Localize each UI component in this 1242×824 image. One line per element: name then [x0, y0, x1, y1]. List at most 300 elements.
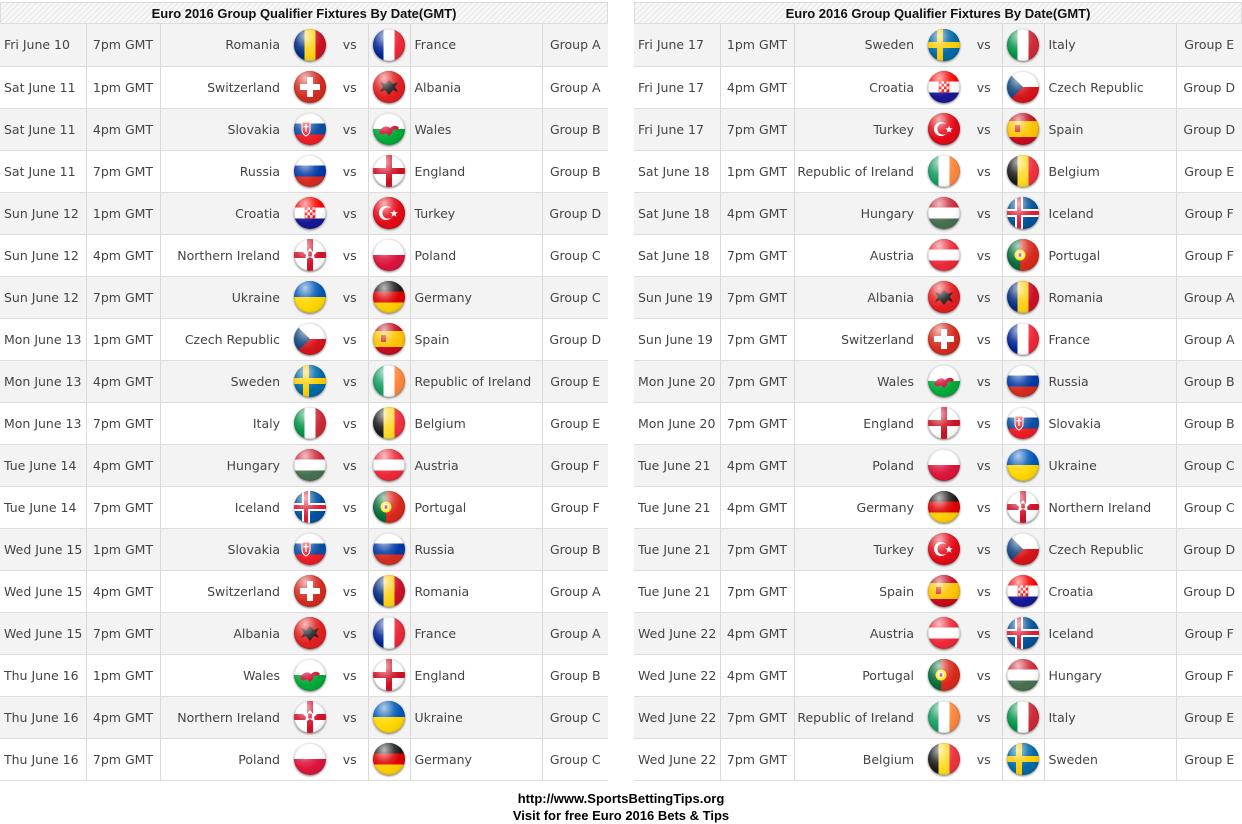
poland-flag-icon — [928, 449, 960, 481]
fixture-row — [634, 360, 1242, 402]
away-team-name: Czech Republic — [1044, 66, 1176, 108]
fixture-date: Fri June 17 — [634, 24, 720, 66]
fixture-row — [0, 360, 608, 402]
fixture-row — [0, 66, 608, 108]
fixture-time: 7pm GMT — [720, 570, 794, 612]
home-team-name: Sweden — [160, 360, 288, 402]
fixture-time: 7pm GMT — [86, 738, 160, 780]
away-team-name: Austria — [410, 444, 542, 486]
away-team-flag-cell — [368, 66, 410, 108]
away-team-name: Ukraine — [410, 696, 542, 738]
home-team-flag-cell — [288, 192, 332, 234]
fixture-time: 1pm GMT — [720, 150, 794, 192]
away-team-name: England — [410, 654, 542, 696]
away-team-name: Slovakia — [1044, 402, 1176, 444]
home-team-name: Poland — [160, 738, 288, 780]
fixture-time: 4pm GMT — [86, 696, 160, 738]
versus-label: vs — [966, 402, 1002, 444]
fixture-row — [0, 150, 608, 192]
versus-label: vs — [332, 528, 368, 570]
away-team-name: Albania — [410, 66, 542, 108]
away-team-name: France — [410, 612, 542, 654]
fixture-date: Thu June 16 — [0, 738, 86, 780]
hungary-flag-icon — [294, 449, 326, 481]
fixture-date: Tue June 21 — [634, 528, 720, 570]
fixture-group: Group B — [1176, 402, 1242, 444]
home-team-flag-cell — [288, 528, 332, 570]
switzerland-flag-icon — [294, 575, 326, 607]
fixture-group: Group A — [542, 570, 608, 612]
fixture-date: Sun June 12 — [0, 276, 86, 318]
iceland-flag-icon — [1007, 617, 1039, 649]
home-team-name: Slovakia — [160, 108, 288, 150]
fixture-group: Group E — [542, 360, 608, 402]
away-team-name: Italy — [1044, 696, 1176, 738]
belgium-flag-icon — [1007, 155, 1039, 187]
away-team-name: Germany — [410, 276, 542, 318]
versus-label: vs — [332, 192, 368, 234]
home-team-flag-cell — [288, 108, 332, 150]
fixture-time: 7pm GMT — [720, 528, 794, 570]
home-team-name: Northern Ireland — [160, 696, 288, 738]
fixture-date: Sun June 12 — [0, 234, 86, 276]
home-team-flag-cell — [922, 150, 966, 192]
away-team-flag-cell — [1002, 318, 1044, 360]
albania-flag-icon — [294, 617, 326, 649]
home-team-flag-cell — [922, 276, 966, 318]
belgium-flag-icon — [928, 743, 960, 775]
home-team-name: Northern Ireland — [160, 234, 288, 276]
austria-flag-icon — [373, 449, 405, 481]
away-team-flag-cell — [368, 654, 410, 696]
fixture-time: 4pm GMT — [86, 108, 160, 150]
fixture-date: Mon June 13 — [0, 360, 86, 402]
away-team-flag-cell — [1002, 696, 1044, 738]
home-team-flag-cell — [922, 570, 966, 612]
home-team-name: Wales — [794, 360, 922, 402]
fixture-group: Group C — [542, 276, 608, 318]
home-team-flag-cell — [922, 696, 966, 738]
versus-label: vs — [966, 696, 1002, 738]
fixture-date: Fri June 17 — [634, 66, 720, 108]
fixture-time: 7pm GMT — [720, 402, 794, 444]
fixture-group: Group A — [542, 612, 608, 654]
russia-flag-icon — [373, 533, 405, 565]
home-team-flag-cell — [922, 444, 966, 486]
away-team-flag-cell — [368, 192, 410, 234]
fixture-time: 1pm GMT — [86, 318, 160, 360]
fixture-group: Group E — [1176, 24, 1242, 66]
home-team-flag-cell — [288, 402, 332, 444]
italy-flag-icon — [294, 407, 326, 439]
home-team-name: Austria — [794, 234, 922, 276]
away-team-name: England — [410, 150, 542, 192]
fixture-row — [0, 234, 608, 276]
away-team-name: Hungary — [1044, 654, 1176, 696]
versus-label: vs — [332, 444, 368, 486]
france-flag-icon — [373, 29, 405, 61]
fixture-group: Group E — [1176, 696, 1242, 738]
fixture-row — [0, 570, 608, 612]
fixture-row — [0, 402, 608, 444]
fixture-row — [634, 234, 1242, 276]
home-team-flag-cell — [288, 738, 332, 780]
france-flag-icon — [1007, 323, 1039, 355]
fixture-group: Group D — [1176, 570, 1242, 612]
wales-flag-icon — [928, 365, 960, 397]
versus-label: vs — [966, 234, 1002, 276]
fixture-group: Group F — [1176, 654, 1242, 696]
away-team-flag-cell — [1002, 570, 1044, 612]
fixture-date: Thu June 16 — [0, 696, 86, 738]
fixture-time: 4pm GMT — [720, 612, 794, 654]
fixture-time: 4pm GMT — [720, 66, 794, 108]
home-team-flag-cell — [922, 402, 966, 444]
fixture-time: 4pm GMT — [86, 234, 160, 276]
versus-label: vs — [332, 654, 368, 696]
ukraine-flag-icon — [1007, 449, 1039, 481]
versus-label: vs — [332, 570, 368, 612]
versus-label: vs — [332, 24, 368, 66]
home-team-flag-cell — [288, 486, 332, 528]
away-team-name: Poland — [410, 234, 542, 276]
away-team-flag-cell — [368, 570, 410, 612]
home-team-flag-cell — [922, 612, 966, 654]
fixture-group: Group F — [1176, 612, 1242, 654]
fixture-group: Group F — [542, 486, 608, 528]
versus-label: vs — [966, 528, 1002, 570]
fixture-time: 7pm GMT — [720, 360, 794, 402]
versus-label: vs — [332, 66, 368, 108]
away-team-name: Belgium — [410, 402, 542, 444]
versus-label: vs — [966, 192, 1002, 234]
away-team-name: Romania — [410, 570, 542, 612]
fixture-time: 1pm GMT — [720, 24, 794, 66]
fixture-date: Sat June 18 — [634, 150, 720, 192]
home-team-name: Ukraine — [160, 276, 288, 318]
fixture-row — [634, 486, 1242, 528]
northern-ireland-flag-icon — [294, 239, 326, 271]
fixture-row — [0, 108, 608, 150]
fixture-date: Sun June 12 — [0, 192, 86, 234]
fixture-group: Group C — [542, 738, 608, 780]
away-team-flag-cell — [1002, 108, 1044, 150]
home-team-flag-cell — [288, 24, 332, 66]
away-team-name: Ukraine — [1044, 444, 1176, 486]
slovakia-flag-icon — [294, 113, 326, 145]
away-team-name: France — [410, 24, 542, 66]
versus-label: vs — [332, 486, 368, 528]
away-team-flag-cell — [1002, 192, 1044, 234]
home-team-name: Switzerland — [160, 570, 288, 612]
home-team-name: Spain — [794, 570, 922, 612]
home-team-name: Albania — [160, 612, 288, 654]
home-team-flag-cell — [922, 66, 966, 108]
croatia-flag-icon — [928, 71, 960, 103]
fixture-time: 1pm GMT — [86, 192, 160, 234]
away-team-name: Northern Ireland — [1044, 486, 1176, 528]
fixture-date: Wed June 15 — [0, 612, 86, 654]
away-team-flag-cell — [1002, 24, 1044, 66]
away-team-name: Russia — [1044, 360, 1176, 402]
away-team-flag-cell — [368, 528, 410, 570]
versus-label: vs — [966, 570, 1002, 612]
fixture-date: Mon June 13 — [0, 402, 86, 444]
fixture-date: Sat June 11 — [0, 150, 86, 192]
fixture-row — [0, 738, 608, 780]
away-team-name: Sweden — [1044, 738, 1176, 780]
fixture-row — [634, 528, 1242, 570]
away-team-flag-cell — [1002, 360, 1044, 402]
away-team-flag-cell — [1002, 486, 1044, 528]
albania-flag-icon — [928, 281, 960, 313]
fixture-row — [634, 738, 1242, 780]
albania-flag-icon — [373, 71, 405, 103]
footer-url-text[interactable]: http://www.SportsBettingTips.org — [517, 791, 725, 806]
germany-flag-icon — [928, 491, 960, 523]
home-team-flag-cell — [922, 192, 966, 234]
home-team-flag-cell — [922, 108, 966, 150]
fixture-row — [634, 276, 1242, 318]
away-team-name: Germany — [410, 738, 542, 780]
versus-label: vs — [966, 612, 1002, 654]
versus-label: vs — [332, 360, 368, 402]
fixture-group: Group C — [1176, 486, 1242, 528]
away-team-flag-cell — [1002, 612, 1044, 654]
home-team-name: Turkey — [794, 108, 922, 150]
away-team-name: Czech Republic — [1044, 528, 1176, 570]
fixture-time: 4pm GMT — [720, 486, 794, 528]
germany-flag-icon — [373, 281, 405, 313]
germany-flag-icon — [373, 743, 405, 775]
fixture-date: Sun June 19 — [634, 318, 720, 360]
russia-flag-icon — [1007, 365, 1039, 397]
austria-flag-icon — [928, 239, 960, 271]
portugal-flag-icon — [373, 491, 405, 523]
away-team-name: Republic of Ireland — [410, 360, 542, 402]
versus-label: vs — [332, 234, 368, 276]
sweden-flag-icon — [1007, 743, 1039, 775]
fixture-date: Mon June 20 — [634, 360, 720, 402]
northern-ireland-flag-icon — [1007, 491, 1039, 523]
versus-label: vs — [966, 66, 1002, 108]
home-team-name: Republic of Ireland — [794, 150, 922, 192]
fixture-row — [634, 696, 1242, 738]
away-team-flag-cell — [368, 360, 410, 402]
away-team-flag-cell — [1002, 654, 1044, 696]
fixture-date: Wed June 22 — [634, 738, 720, 780]
home-team-flag-cell — [922, 234, 966, 276]
fixture-date: Wed June 15 — [0, 570, 86, 612]
home-team-flag-cell — [922, 318, 966, 360]
versus-label: vs — [966, 150, 1002, 192]
fixture-date: Sat June 18 — [634, 234, 720, 276]
home-team-flag-cell — [922, 360, 966, 402]
home-team-name: Czech Republic — [160, 318, 288, 360]
northern-ireland-flag-icon — [294, 701, 326, 733]
romania-flag-icon — [373, 575, 405, 607]
romania-flag-icon — [294, 29, 326, 61]
fixture-date: Wed June 22 — [634, 654, 720, 696]
away-team-name: Portugal — [410, 486, 542, 528]
versus-label: vs — [966, 654, 1002, 696]
home-team-name: Sweden — [794, 24, 922, 66]
home-team-flag-cell — [922, 738, 966, 780]
fixture-time: 7pm GMT — [720, 108, 794, 150]
away-team-name: Wales — [410, 108, 542, 150]
home-team-flag-cell — [288, 150, 332, 192]
fixture-date: Tue June 14 — [0, 486, 86, 528]
hungary-flag-icon — [928, 197, 960, 229]
fixture-group: Group E — [1176, 150, 1242, 192]
home-team-name: Croatia — [794, 66, 922, 108]
fixture-time: 7pm GMT — [720, 276, 794, 318]
home-team-name: Hungary — [794, 192, 922, 234]
home-team-name: Austria — [794, 612, 922, 654]
fixture-time: 7pm GMT — [86, 24, 160, 66]
fixture-group: Group C — [542, 696, 608, 738]
fixture-group: Group B — [1176, 360, 1242, 402]
away-team-name: Turkey — [410, 192, 542, 234]
fixture-time: 4pm GMT — [720, 192, 794, 234]
away-team-flag-cell — [1002, 444, 1044, 486]
away-team-flag-cell — [368, 234, 410, 276]
fixture-date: Fri June 10 — [0, 24, 86, 66]
home-team-name: Croatia — [160, 192, 288, 234]
versus-label: vs — [966, 486, 1002, 528]
fixture-group: Group E — [542, 402, 608, 444]
turkey-flag-icon — [928, 113, 960, 145]
wales-flag-icon — [294, 659, 326, 691]
fixture-date: Tue June 14 — [0, 444, 86, 486]
versus-label: vs — [966, 318, 1002, 360]
fixture-group: Group D — [1176, 108, 1242, 150]
fixtures-panel-right — [634, 2, 1242, 781]
fixture-time: 4pm GMT — [86, 570, 160, 612]
fixture-group: Group A — [1176, 276, 1242, 318]
away-team-name: Iceland — [1044, 612, 1176, 654]
fixture-group: Group D — [1176, 66, 1242, 108]
portugal-flag-icon — [928, 659, 960, 691]
away-team-name: Portugal — [1044, 234, 1176, 276]
fixture-time: 7pm GMT — [86, 486, 160, 528]
ukraine-flag-icon — [294, 281, 326, 313]
home-team-flag-cell — [288, 360, 332, 402]
away-team-flag-cell — [1002, 66, 1044, 108]
fixture-date: Tue June 21 — [634, 444, 720, 486]
fixture-time: 7pm GMT — [86, 612, 160, 654]
home-team-name: Slovakia — [160, 528, 288, 570]
home-team-name: Hungary — [160, 444, 288, 486]
away-team-flag-cell — [368, 276, 410, 318]
spain-flag-icon — [1007, 113, 1039, 145]
home-team-name: Germany — [794, 486, 922, 528]
fixture-group: Group D — [542, 318, 608, 360]
away-team-flag-cell — [1002, 150, 1044, 192]
away-team-name: Spain — [1044, 108, 1176, 150]
croatia-flag-icon — [294, 197, 326, 229]
hungary-flag-icon — [1007, 659, 1039, 691]
home-team-name: Romania — [160, 24, 288, 66]
home-team-flag-cell — [288, 444, 332, 486]
fixture-row — [634, 654, 1242, 696]
fixture-group: Group A — [1176, 318, 1242, 360]
fixture-group: Group F — [542, 444, 608, 486]
fixture-date: Mon June 20 — [634, 402, 720, 444]
away-team-flag-cell — [1002, 738, 1044, 780]
fixture-date: Wed June 15 — [0, 528, 86, 570]
fixture-time: 1pm GMT — [86, 528, 160, 570]
home-team-name: Switzerland — [160, 66, 288, 108]
home-team-name: Belgium — [794, 738, 922, 780]
fixture-group: Group A — [542, 24, 608, 66]
fixture-date: Wed June 22 — [634, 696, 720, 738]
fixture-row — [634, 192, 1242, 234]
fixture-group: Group B — [542, 108, 608, 150]
fixture-group: Group F — [1176, 192, 1242, 234]
fixture-date: Sat June 11 — [0, 108, 86, 150]
versus-label: vs — [966, 444, 1002, 486]
czech-republic-flag-icon — [294, 323, 326, 355]
fixture-date: Thu June 16 — [0, 654, 86, 696]
fixture-time: 7pm GMT — [720, 738, 794, 780]
versus-label: vs — [332, 318, 368, 360]
russia-flag-icon — [294, 155, 326, 187]
fixture-row — [634, 612, 1242, 654]
away-team-flag-cell — [1002, 276, 1044, 318]
romania-flag-icon — [1007, 281, 1039, 313]
fixture-date: Sun June 19 — [634, 276, 720, 318]
away-team-flag-cell — [1002, 234, 1044, 276]
fixture-time: 4pm GMT — [86, 444, 160, 486]
fixture-group: Group C — [542, 234, 608, 276]
austria-flag-icon — [928, 617, 960, 649]
panel-title: Euro 2016 Group Qualifier Fixtures By Date(GMT) — [634, 2, 1242, 24]
versus-label: vs — [332, 402, 368, 444]
england-flag-icon — [928, 407, 960, 439]
home-team-flag-cell — [922, 486, 966, 528]
fixtures-table — [634, 24, 1242, 781]
home-team-flag-cell — [288, 696, 332, 738]
fixture-row — [0, 444, 608, 486]
fixture-row — [0, 696, 608, 738]
slovakia-flag-icon — [294, 533, 326, 565]
home-team-name: Turkey — [794, 528, 922, 570]
home-team-flag-cell — [288, 234, 332, 276]
fixture-row — [634, 570, 1242, 612]
fixture-group: Group A — [542, 66, 608, 108]
home-team-name: England — [794, 402, 922, 444]
fixture-row — [634, 402, 1242, 444]
fixture-group: Group F — [1176, 234, 1242, 276]
home-team-flag-cell — [288, 570, 332, 612]
spain-flag-icon — [373, 323, 405, 355]
fixture-group: Group B — [542, 528, 608, 570]
fixture-row — [0, 192, 608, 234]
away-team-flag-cell — [368, 612, 410, 654]
fixture-date: Tue June 21 — [634, 486, 720, 528]
versus-label: vs — [332, 108, 368, 150]
fixture-row — [634, 108, 1242, 150]
czech-republic-flag-icon — [1007, 533, 1039, 565]
wales-flag-icon — [373, 113, 405, 145]
spain-flag-icon — [928, 575, 960, 607]
fixture-time: 4pm GMT — [86, 360, 160, 402]
republic-of-ireland-flag-icon — [928, 155, 960, 187]
away-team-flag-cell — [368, 402, 410, 444]
fixture-group: Group E — [1176, 738, 1242, 780]
away-team-flag-cell — [1002, 402, 1044, 444]
